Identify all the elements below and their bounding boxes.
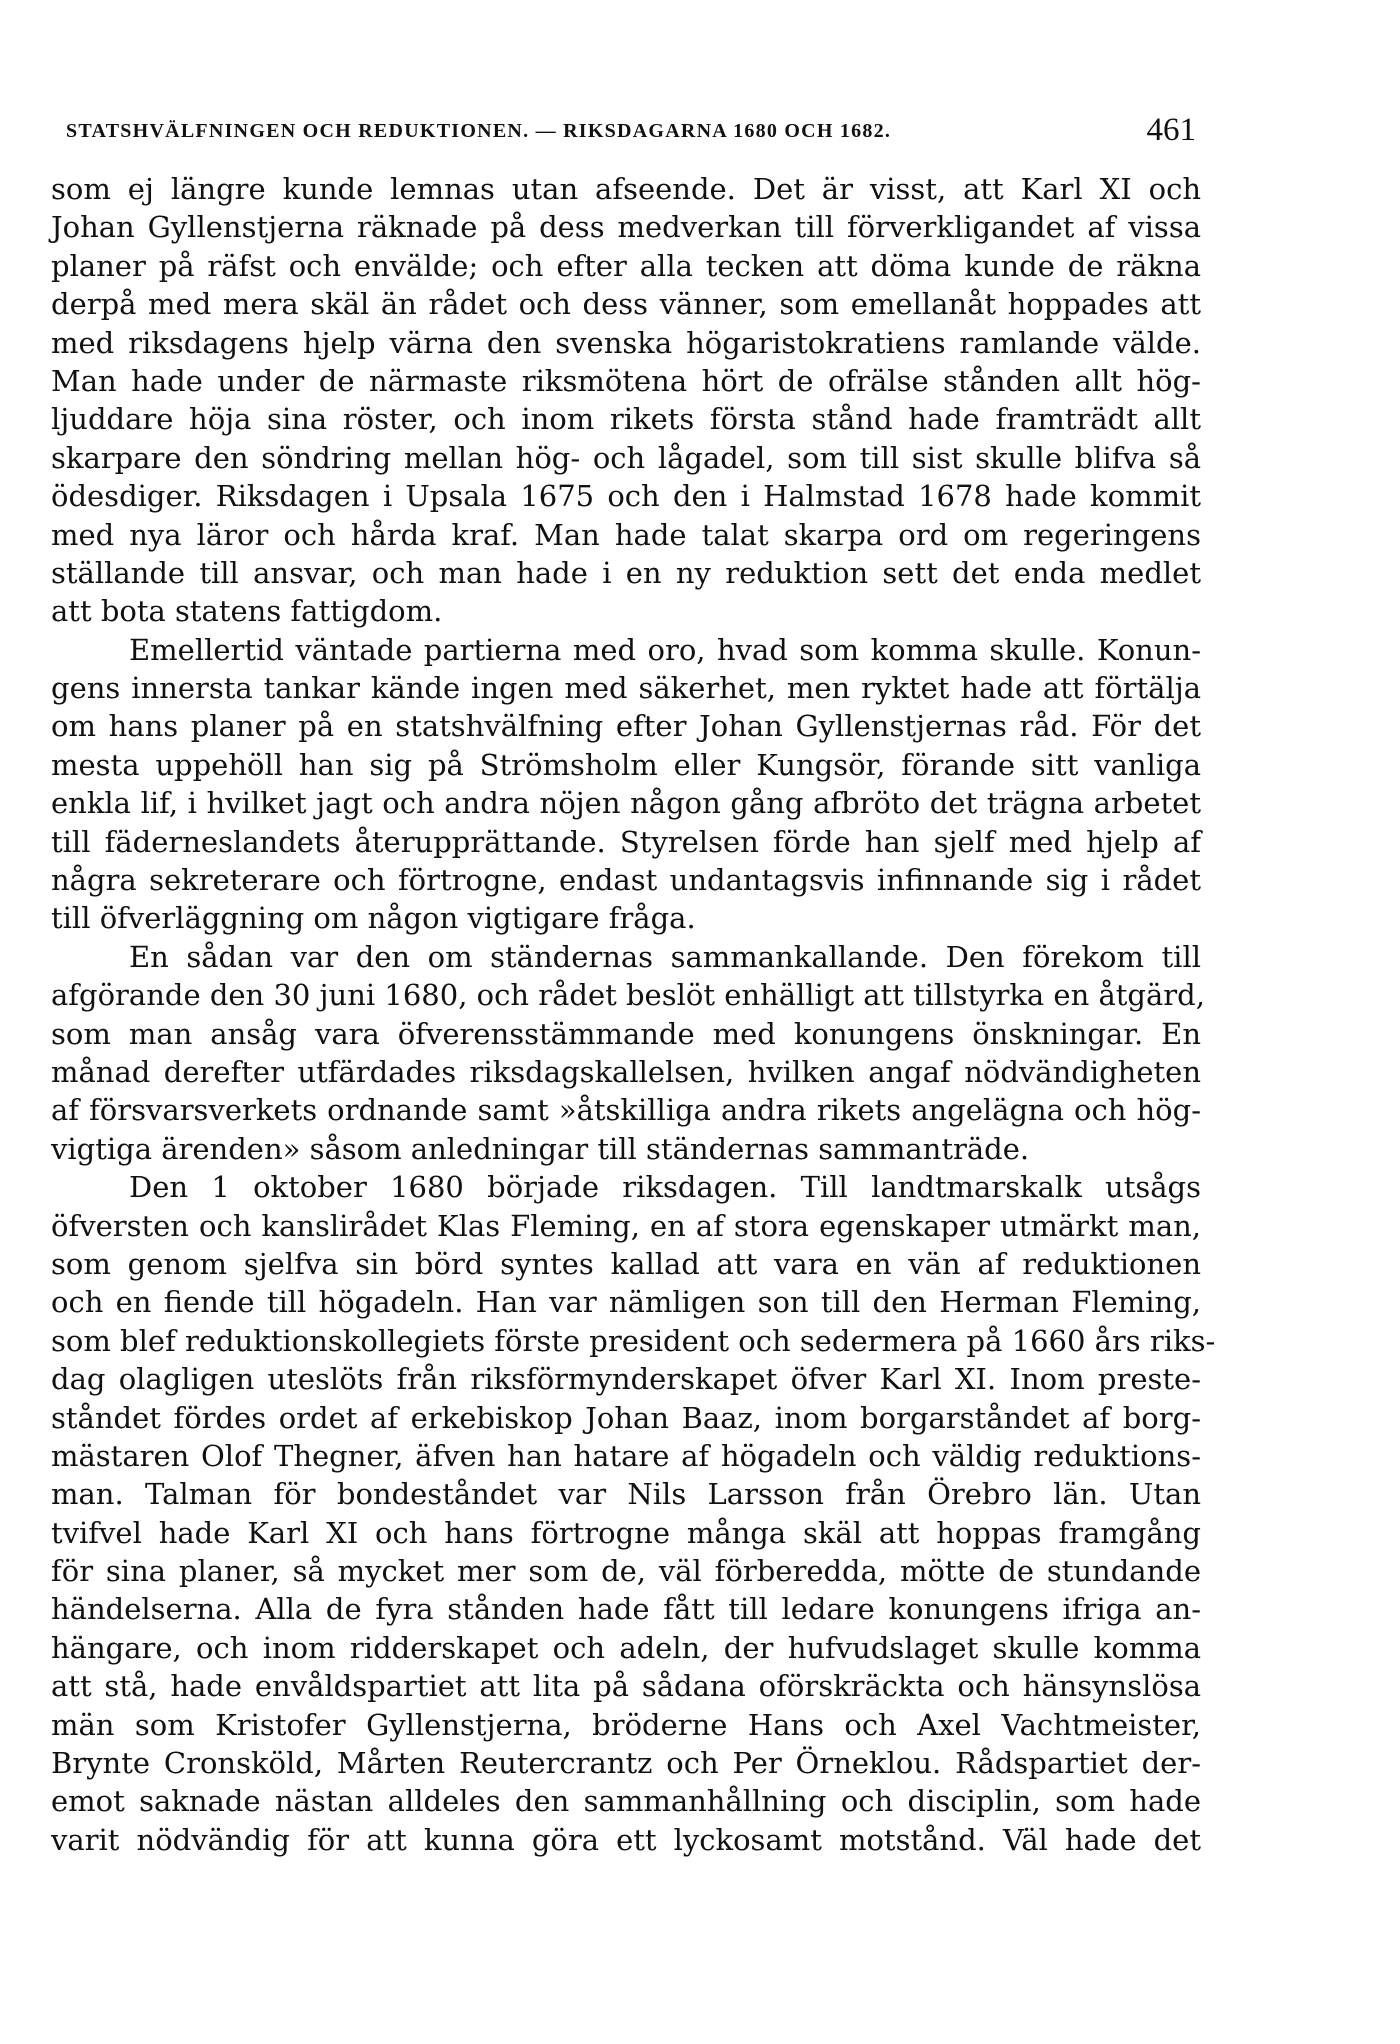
running-title: STATSHVÄLFNINGEN OCH REDUKTIONEN. — RIKSDAGARNA 1680 OCH 1682. <box>66 120 892 142</box>
text-line: skarpare den söndring mellan hög- och lågadel, som till sist skulle blifva så <box>51 440 1201 475</box>
text-line: Man hade under de närmaste riksmötena hört de ofrälse stånden allt hög- <box>51 363 1201 398</box>
text-line: man. Talman för bondeståndet var Nils Larsson från Örebro län. Utan <box>51 1477 1201 1512</box>
text-line: planer på räfst och envälde; och efter alla tecken att döma kunde de räkna <box>51 248 1201 283</box>
text-line: män som Kristofer Gyllenstjerna, bröderne Hans och Axel Vachtmeister, <box>51 1707 1201 1742</box>
text-line: om hans planer på en statshvälfning efter Johan Gyllenstjernas råd. För det <box>51 709 1201 744</box>
text-line: Johan Gyllenstjerna räknade på dess medverkan till förverkligandet af vissa <box>51 210 1201 245</box>
text-line: af försvarsverkets ordnande samt »åtskilliga andra rikets angelägna och hög- <box>51 1093 1201 1128</box>
text-line: några sekreterare och förtrogne, endast undantagsvis infinnande sig i rådet <box>51 863 1201 898</box>
text-line: som genom sjelfva sin börd syntes kallad att vara en vän af reduktionen <box>51 1246 1201 1281</box>
text-line: med riksdagens hjelp värna den svenska högaristokratiens ramlande välde. <box>51 325 1201 360</box>
paragraph-end-line: till öfverläggning om någon vigtigare fråga. <box>51 901 696 936</box>
text-line: ljuddare höja sina röster, och inom rikets första stånd hade framträdt allt <box>51 402 1201 437</box>
text-line: med nya läror och hårda kraf. Man hade talat skarpa ord om regeringens <box>51 517 1201 552</box>
paragraph-start-line: Den 1 oktober 1680 började riksdagen. Till landtmarskalk utsågs <box>129 1170 1201 1205</box>
text-line: gens innersta tankar kände ingen med säkerhet, men ryktet hade att förtälja <box>51 671 1201 706</box>
text-line: att stå, hade envåldspartiet att lita på sådana oförskräckta och hänsynslösa <box>51 1669 1201 1704</box>
page-header <box>66 112 1196 162</box>
text-line: derpå med mera skäl än rådet och dess vänner, som emellanåt hoppades att <box>51 287 1201 322</box>
text-line: ståndet fördes ordet af erkebiskop Johan Baaz, inom borgarståndet af borg- <box>51 1400 1201 1435</box>
page-number: 461 <box>1146 112 1196 148</box>
text-line: Brynte Cronsköld, Mårten Reutercrantz och Per Örneklou. Rådspartiet der- <box>51 1746 1201 1781</box>
text-line: till fäderneslandets återupprättande. Styrelsen förde han sjelf med hjelp af <box>51 824 1201 859</box>
text-line: för sina planer, så mycket mer som de, väl förberedda, mötte de stundande <box>51 1554 1201 1589</box>
text-line: varit nödvändig för att kunna göra ett lyckosamt motstånd. Väl hade det <box>51 1822 1201 1857</box>
paragraph-start-line: En sådan var den om ständernas sammankallande. Den förekom till <box>129 939 1201 974</box>
text-line: ödesdiger. Riksdagen i Upsala 1675 och den i Halmstad 1678 hade kommit <box>51 479 1201 514</box>
text-line: och en fiende till högadeln. Han var nämligen son till den Herman Fleming, <box>51 1285 1201 1320</box>
text-line: mästaren Olof Thegner, äfven han hatare af högadeln och väldig reduktions- <box>51 1438 1201 1473</box>
text-line: emot saknade nästan alldeles den sammanhållning och disciplin, som hade <box>51 1784 1201 1819</box>
text-line: enkla lif, i hvilket jagt och andra nöjen någon gång afbröto det trägna arbetet <box>51 786 1201 821</box>
text-line: som ej längre kunde lemnas utan afseende. Det är visst, att Karl XI och <box>51 172 1201 206</box>
paragraph-end-line: vigtiga ärenden» såsom anledningar till ständernas sammanträde. <box>51 1131 1030 1166</box>
text-line: hängare, och inom ridderskapet och adeln, der hufvudslaget skulle komma <box>51 1630 1201 1665</box>
text-line: dag olagligen uteslöts från riksförmynderskapet öfver Karl XI. Inom preste- <box>51 1362 1201 1397</box>
text-line: ställande till ansvar, och man hade i en ny reduktion sett det enda medlet <box>51 555 1201 590</box>
text-line: månad derefter utfärdades riksdagskallelsen, hvilken angaf nödvändigheten <box>51 1054 1201 1089</box>
text-line: som man ansåg vara öfverensstämmande med konungens önskningar. En <box>51 1016 1201 1051</box>
text-line: mesta uppehöll han sig på Strömsholm eller Kungsör, förande sitt vanliga <box>51 747 1201 782</box>
text-line: afgörande den 30 juni 1680, och rådet beslöt enhälligt att tillstyrka en åtgärd, <box>51 978 1205 1013</box>
text-line: händelserna. Alla de fyra stånden hade fått till ledare konungens ifriga an- <box>51 1592 1201 1627</box>
paragraph-end-line: att bota statens fattigdom. <box>51 594 443 629</box>
text-line: öfversten och kanslirådet Klas Fleming, en af stora egenskaper utmärkt man, <box>51 1208 1201 1243</box>
text-line: som blef reduktionskollegiets förste president och sedermera på 1660 års riks- <box>51 1323 1216 1358</box>
body-text <box>51 170 1216 1859</box>
text-line: tvifvel hade Karl XI och hans förtrogne många skäl att hoppas framgång <box>51 1515 1201 1550</box>
paragraph-start-line: Emellertid väntade partierna med oro, hvad som komma skulle. Konun- <box>129 632 1201 667</box>
